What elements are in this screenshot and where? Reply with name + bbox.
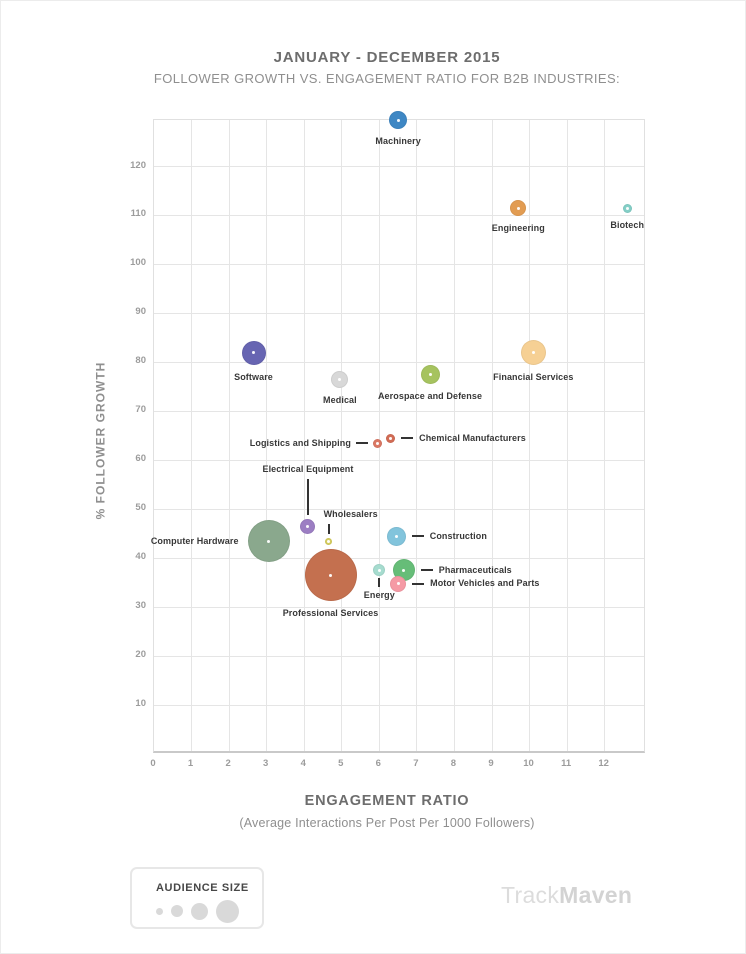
x-tick-label: 7 [413, 758, 419, 769]
gridline [154, 411, 644, 412]
y-tick-label: 110 [130, 208, 146, 220]
bubble-motor-vehicles-and-parts[interactable] [390, 576, 406, 592]
gridline [154, 607, 644, 608]
y-axis-title: % FOLLOWER GROWTH [93, 361, 108, 520]
gridline [154, 215, 644, 216]
x-tick-label: 10 [523, 758, 534, 769]
bubble-engineering[interactable] [510, 200, 526, 216]
leader-line-pharmaceuticals [421, 569, 433, 571]
x-tick-label: 4 [300, 758, 306, 769]
leader-line-motor-vehicles-and-parts [412, 583, 424, 585]
gridline [154, 558, 644, 559]
bubble-biotech[interactable] [623, 204, 632, 213]
bubble-logistics-and-shipping[interactable] [373, 439, 382, 448]
x-tick-label: 1 [187, 758, 194, 769]
gridline [154, 705, 644, 706]
point-label-financial-services: Financial Services [493, 372, 574, 383]
chart-subtitle: FOLLOWER GROWTH VS. ENGAGEMENT RATIO FOR B2B INDUSTRIES: [153, 71, 621, 86]
y-tick-label: 90 [135, 306, 146, 318]
x-axis-subtitle: (Average Interactions Per Post Per 1000 Followers) [239, 816, 535, 830]
x-tick-label: 6 [375, 758, 381, 769]
leader-line-chemical-manufacturers [401, 437, 413, 439]
x-tick-label: 3 [263, 758, 269, 769]
point-label-electrical-equipment: Electrical Equipment [262, 463, 354, 474]
leader-line-construction [412, 535, 424, 537]
trackmaven-logo [501, 882, 632, 909]
y-tick-label: 40 [135, 551, 146, 563]
plot-area [150, 119, 645, 753]
bubble-wholesalers[interactable] [325, 538, 332, 545]
audience-size-legend [130, 867, 264, 929]
gridline [154, 313, 644, 314]
y-tick-label: 100 [130, 257, 146, 269]
legend-size-dot [156, 908, 163, 915]
x-tick-label: 12 [598, 758, 609, 769]
leader-line-logistics-and-shipping [356, 442, 368, 444]
legend-size-dot [216, 900, 239, 923]
gridline [154, 460, 644, 461]
bubble-software[interactable] [242, 341, 266, 365]
x-tick-label: 9 [488, 758, 494, 769]
x-tick-label: 11 [561, 758, 572, 769]
x-tick-label: 8 [450, 758, 457, 769]
x-tick-label: 0 [150, 758, 156, 769]
point-label-construction: Construction [429, 530, 487, 541]
point-label-biotech: Biotech [610, 219, 645, 230]
bubble-construction[interactable] [387, 527, 406, 546]
gridline [154, 362, 644, 363]
y-tick-label: 50 [135, 502, 146, 514]
y-tick-label: 80 [135, 355, 146, 367]
bubble-aerospace-and-defense[interactable] [421, 365, 440, 384]
point-label-wholesalers: Wholesalers [323, 508, 378, 519]
bubble-machinery[interactable] [389, 111, 407, 129]
point-label-energy: Energy [363, 590, 395, 601]
legend-size-dot [171, 905, 183, 917]
x-tick-label: 2 [225, 758, 231, 769]
y-tick-label: 60 [135, 453, 146, 465]
legend-dots [156, 899, 262, 923]
bubble-financial-services[interactable] [521, 340, 546, 365]
point-label-chemical-manufacturers: Chemical Manufacturers [419, 432, 526, 443]
y-tick-label: 30 [135, 600, 146, 612]
point-label-medical: Medical [323, 394, 357, 405]
legend-title: AUDIENCE SIZE [156, 882, 249, 894]
point-label-software: Software [234, 371, 273, 382]
point-label-engineering: Engineering [491, 223, 545, 234]
logo-track: Track [501, 882, 560, 908]
legend-size-dot [191, 903, 208, 920]
leader-line-electrical-equipment [307, 479, 309, 515]
gridline [154, 264, 644, 265]
gridline [154, 166, 644, 167]
y-tick-label: 120 [130, 159, 146, 171]
bubble-professional-services[interactable] [305, 549, 357, 601]
bubble-medical[interactable] [331, 371, 348, 388]
point-label-pharmaceuticals: Pharmaceuticals [438, 564, 512, 575]
bubble-computer-hardware[interactable] [248, 520, 290, 562]
point-label-professional-services: Professional Services [282, 608, 379, 619]
y-tick-label: 70 [135, 404, 146, 416]
point-label-aerospace-and-defense: Aerospace and Defense [377, 391, 483, 402]
x-tick-label: 5 [338, 758, 344, 769]
point-label-logistics-and-shipping: Logistics and Shipping [249, 437, 351, 448]
leader-line-energy [378, 578, 380, 587]
chart-title: JANUARY - DECEMBER 2015 [273, 49, 501, 66]
gridline [154, 509, 644, 510]
leader-line-wholesalers [328, 524, 330, 534]
bubble-electrical-equipment[interactable] [300, 519, 315, 534]
y-tick-label: 20 [135, 649, 146, 661]
bubble-chemical-manufacturers[interactable] [386, 434, 395, 443]
point-label-motor-vehicles-and-parts: Motor Vehicles and Parts [430, 578, 540, 589]
logo-maven: Maven [559, 882, 633, 908]
x-axis-title: ENGAGEMENT RATIO [304, 793, 470, 809]
point-label-computer-hardware: Computer Hardware [150, 535, 239, 546]
point-label-machinery: Machinery [375, 136, 421, 146]
bubble-energy[interactable] [373, 564, 385, 576]
gridline [154, 656, 644, 657]
y-tick-label: 10 [135, 698, 146, 710]
